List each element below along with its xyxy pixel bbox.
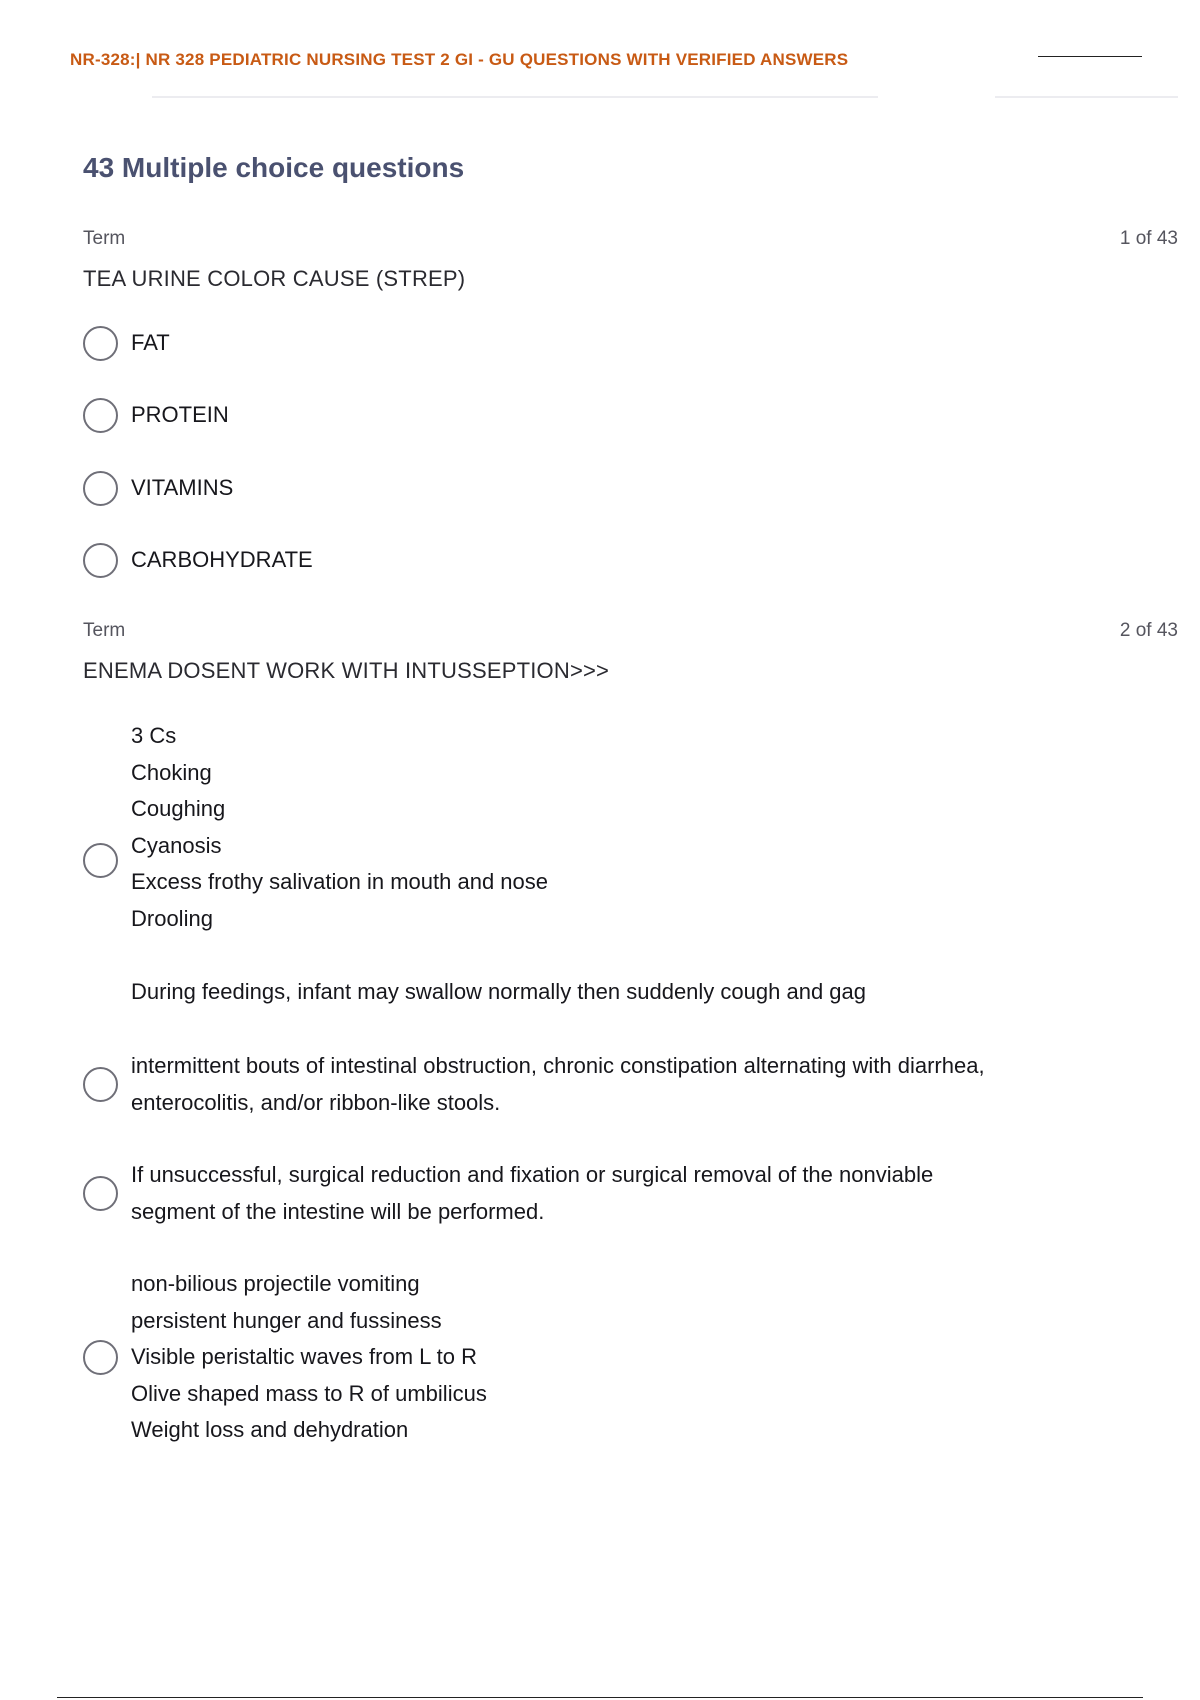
footer-rule [57, 1697, 1143, 1698]
radio-button[interactable] [83, 471, 118, 506]
answer-option[interactable] [83, 325, 1178, 362]
answer-option[interactable] [83, 542, 1178, 579]
answer-option[interactable] [83, 470, 1178, 507]
answer-option-text: VITAMINS [131, 475, 234, 500]
question-card-2 [83, 620, 1178, 1450]
answer-option-text: non-bilious projectile vomiting persistent hunger and fussiness Visible peristaltic waves from L to R Olive shaped mass to R of umbilicus Weight loss and dehydration [131, 1271, 487, 1443]
radio-button[interactable] [83, 1067, 118, 1102]
term-text: TEA URINE COLOR CAUSE (STREP) [83, 266, 466, 291]
header-rule [1038, 56, 1142, 57]
question-card-1 [83, 228, 1178, 588]
document-header-title: NR-328:| NR 328 PEDIATRIC NURSING TEST 2 GI - GU QUESTIONS WITH VERIFIED ANSWERS [70, 50, 849, 69]
radio-button[interactable] [83, 1176, 118, 1211]
term-label: Term [83, 228, 126, 249]
question-counter: 1 of 43 [1119, 228, 1178, 249]
answer-option-text: If unsuccessful, surgical reduction and fixation or surgical removal of the nonviable segment of the intestine will be performed. [131, 1162, 934, 1224]
answer-option[interactable] [83, 1048, 1178, 1121]
section-title: 43 Multiple choice questions [83, 152, 465, 183]
term-text: ENEMA DOSENT WORK WITH INTUSSEPTION>>> [83, 658, 610, 683]
radio-button[interactable] [83, 326, 118, 361]
question-counter: 2 of 43 [1119, 620, 1178, 641]
answer-option[interactable] [83, 1266, 1178, 1449]
answer-option-text: CARBOHYDRATE [131, 547, 313, 572]
radio-button[interactable] [83, 398, 118, 433]
answer-option[interactable] [83, 397, 1178, 434]
radio-button[interactable] [83, 1340, 118, 1375]
answer-option-text: intermittent bouts of intestinal obstruction, chronic constipation alternating with diarrhea, enterocolitis, and/or ribbon-like stools. [131, 1053, 985, 1115]
answer-option-text: 3 Cs Choking Coughing Cyanosis Excess frothy salivation in mouth and nose Drooling During feedings, infant may swallow normally then suddenly cough and gag [131, 723, 866, 1004]
header-divider-left [152, 96, 878, 98]
answer-option[interactable] [83, 1157, 1178, 1230]
term-label: Term [83, 620, 126, 641]
header-divider-right [995, 96, 1178, 98]
radio-button[interactable] [83, 543, 118, 578]
radio-button[interactable] [83, 843, 118, 878]
answer-option[interactable] [83, 718, 1178, 1010]
answer-option-text: PROTEIN [131, 402, 229, 427]
answer-option-text: FAT [131, 330, 170, 355]
